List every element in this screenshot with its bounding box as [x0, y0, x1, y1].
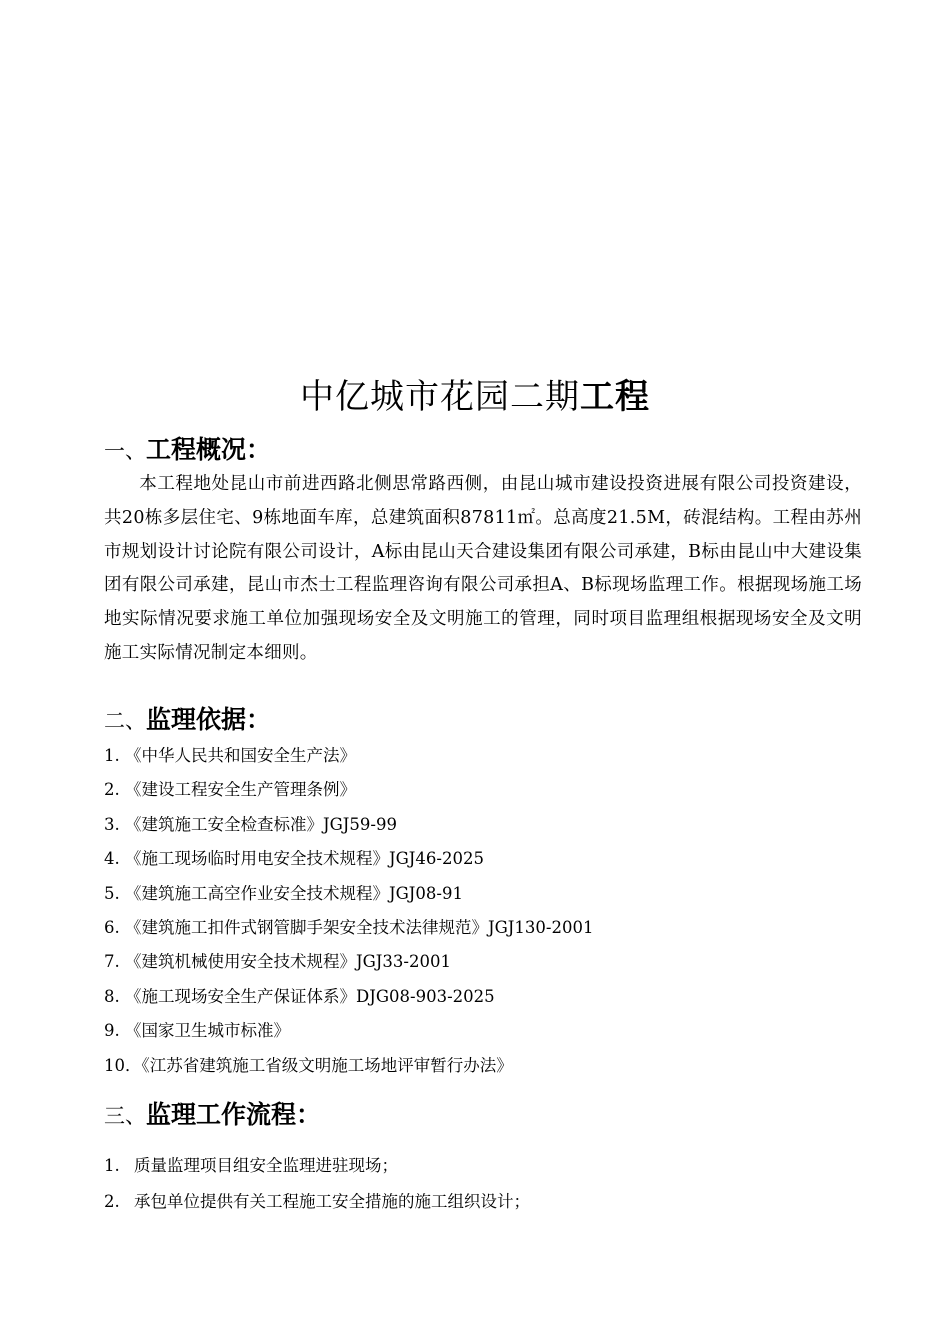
section-heading-basis: [104, 702, 271, 739]
section-heading-text: 监理工作流程：: [146, 1100, 322, 1129]
basis-list: [104, 739, 593, 1083]
title-normal-text: 中亿城市花园二期: [300, 377, 580, 417]
overview-paragraph-text: 本工程地处昆山市前进西路北侧思常路西侧，由昆山城市建设投资进展有限公司投资建设，共20栋多层住宅、9栋地面车库，总建筑面积87811㎡。总高度21.5M，砖混结构。工程由苏州市规划设计讨论院有限公司设计，A标由昆山天合建设集团有限公司承建，B标由昆山中大建设集团有限公司承建，昆山市杰士工程监理咨询有限公司承担A、B标现场监理工作。根据现场施工场地实际情况要求施工单位加强现场安全及文明施工的管理，同时项目监理组根据现场安全及文明施工实际情况制定本细则。: [104, 474, 862, 663]
overview-paragraph: [104, 468, 862, 671]
title-bold-text: 工程: [580, 377, 650, 417]
section-number: 二、: [104, 709, 146, 733]
section-heading-text: 工程概况：: [146, 435, 272, 464]
list-item: 10．《江苏省建筑施工省级文明施工场地评审暂行办法》: [104, 1055, 513, 1075]
list-item: 7. 《建筑机械使用安全技术规程》JGJ33-2001: [104, 952, 451, 972]
document-title: [0, 372, 950, 422]
list-item: 3. 《建筑施工安全检查标准》JGJ59-99: [104, 814, 397, 834]
list-item: [104, 1184, 530, 1220]
list-item: 1. 《中华人民共和国安全生产法》: [104, 746, 356, 765]
section-heading-overview: [104, 432, 271, 469]
section-heading-text: 监理依据：: [146, 705, 272, 734]
list-item: 4. 《施工现场临时用电安全技术规程》JGJ46-2025: [104, 849, 484, 869]
list-item-text: 质量监理项目组安全监理进驻现场；: [134, 1156, 398, 1175]
list-item: 2. 《建设工程安全生产管理条例》: [104, 780, 356, 800]
list-item-number: 1.: [104, 1156, 120, 1175]
list-item: 8. 《施工现场安全生产保证体系》DJG08-903-2025: [104, 986, 495, 1006]
list-item: 5. 《建筑施工高空作业安全技术规程》JGJ08-91: [104, 883, 463, 903]
section-number: 一、: [104, 439, 146, 463]
section-heading-workflow: [104, 1097, 321, 1134]
list-item-number: 2.: [104, 1192, 120, 1211]
workflow-list: [104, 1148, 530, 1220]
list-item: [104, 1148, 530, 1184]
list-item: 9. 《国家卫生城市标准》: [104, 1021, 290, 1041]
section-number: 三、: [104, 1104, 146, 1128]
list-item-text: 承包单位提供有关工程施工安全措施的施工组织设计；: [134, 1192, 530, 1211]
list-item: 6. 《建筑施工扣件式钢管脚手架安全技术法律规范》JGJ130-2001: [104, 917, 594, 937]
